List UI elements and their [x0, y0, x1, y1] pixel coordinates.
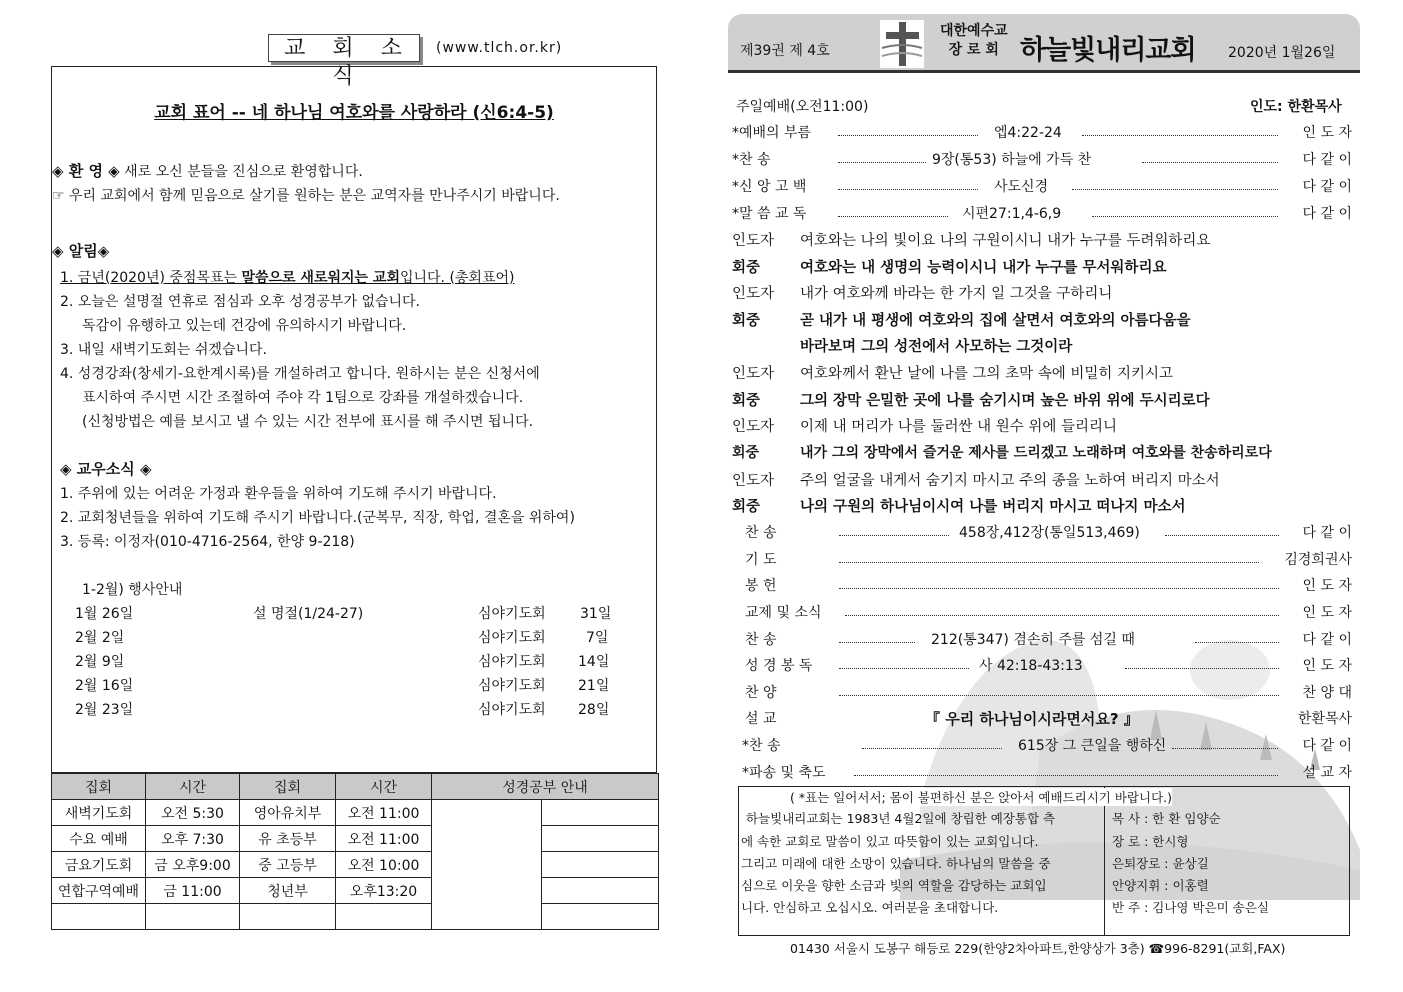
col-header-bible-study: 성경공부 안내 [432, 774, 659, 800]
worship-order-item: *파송 및 축도 설 교 자 [742, 765, 1352, 781]
welcome-line [52, 160, 363, 181]
intro-line: 심으로 이웃을 향한 소금과 빛의 역할을 감당하는 교회입 [741, 878, 1047, 893]
order-content: 9장(통53) 하늘에 가득 찬 [932, 152, 1092, 168]
order-label: *말 씀 교 독 [732, 206, 807, 222]
order-label: *신 앙 고 백 [732, 179, 807, 195]
worship-order-item [732, 176, 1352, 198]
intro-line: 하늘빛내리교회는 1983년 4월2일에 창립한 예장통합 측 [746, 811, 1056, 826]
table-cell: 중 고등부 [240, 852, 336, 878]
schedule-prayer-date: 7일 [586, 630, 609, 646]
table-cell: 유 초등부 [240, 826, 336, 852]
news-title: 교 회 소 식 [268, 34, 420, 62]
worship-order-item: 기 도 김경희권사 [745, 552, 1352, 568]
schedule-date: 2월 23일 [75, 702, 134, 718]
cross-logo-icon [880, 20, 924, 68]
table-cell: 오전 5:30 [146, 800, 240, 826]
order-label: *예배의 부름 [732, 125, 812, 141]
staff-line: 안양지휘 : 이홍렬 [1112, 878, 1209, 893]
table-row [52, 904, 659, 930]
schedule-prayer: 심야기도회 [478, 606, 546, 622]
table-cell [542, 852, 659, 878]
welcome-heading: ◈ 환 영 ◈ [52, 162, 120, 180]
bible-study-cell [432, 800, 542, 930]
staff-news-item-2: 2. 교회청년들을 위하여 기도해 주시기 바랍니다.(군복무, 직장, 학업, 결혼을 위하여) [60, 510, 575, 526]
church-name: 하늘빛내리교회 [1020, 35, 1196, 66]
worship-order-item [732, 122, 1352, 144]
reading-line: 회중 나의 구원의 하나님이시여 나를 버리지 마시고 떠나지 마소서 [732, 499, 1186, 515]
schedule-date: 1월 26일 [75, 606, 134, 622]
meeting-table [51, 773, 659, 930]
welcome-line-2: ☞ 우리 교회에서 함께 믿음으로 살기를 원하는 분은 교역자를 만나주시기 바랍니다. [52, 188, 560, 204]
intro-line: 니다. 안심하고 오십시오. 여러분을 초대합니다. [741, 900, 999, 915]
schedule-date: 2월 9일 [75, 654, 125, 670]
notice-item-1-b: 말씀으로 새로워지는 교회 [241, 270, 400, 286]
reading-line: 바라보며 그의 성전에서 사모하는 그것이라 [800, 339, 1073, 355]
reading-line: 회중 곧 내가 내 평생에 여호와의 집에 살면서 여호와의 아름다움을 [732, 313, 1191, 329]
welcome-text: 새로 오신 분들을 진심으로 환영합니다. [119, 164, 363, 180]
table-cell: 오후 7:30 [146, 826, 240, 852]
table-cell: 오전 11:00 [336, 800, 432, 826]
table-cell: 오후13:20 [336, 878, 432, 904]
col-header-time: 시간 [146, 774, 240, 800]
sermon-title: 『 우리 하나님이시라면서요? 』 [925, 710, 1139, 728]
denomination-line-2: 장 로 회 [948, 42, 999, 58]
worship-order-item: 찬 송 212(통347) 겸손히 주를 섬길 때 다 같 이 [745, 632, 1352, 648]
bulletin-date: 2020년 1월26일 [1228, 45, 1336, 61]
notice-item-1 [60, 267, 514, 287]
table-cell: 연합구역예배 [52, 878, 146, 904]
staff-news-item-3: 3. 등록: 이정자(010-4716-2564, 한양 9-218) [60, 534, 355, 550]
church-motto: 교회 표어 -- 네 하나님 여호와를 사랑하라 (신6:4-5) [154, 103, 554, 123]
denomination [940, 22, 1008, 60]
table-header-row [52, 774, 659, 800]
col-header-time: 시간 [336, 774, 432, 800]
worship-order-item [732, 203, 1352, 225]
reading-line: 인도자 여호와께서 환난 날에 나를 그의 초막 속에 비밀히 지키시고 [732, 366, 1174, 382]
denomination-line-1: 대한예수교 [940, 23, 1008, 39]
table-cell [240, 904, 336, 930]
table-cell: 영아유치부 [240, 800, 336, 826]
notice-item-4c: (신청방법은 예를 보시고 낼 수 있는 시간 전부에 표시를 해 주시면 됩니다. [82, 414, 534, 430]
table-cell [52, 904, 146, 930]
reading-line: 회중 그의 장막 은밀한 곳에 나를 숨기시며 높은 바위 위에 두시리로다 [732, 393, 1210, 409]
notice-item-1-a: 1. 금년(2020년) 중점목표는 [60, 270, 242, 286]
worship-order-item: 설 교 『 우리 하나님이시라면서요? 』 한환목사 [745, 710, 1352, 728]
schedule-prayer: 심야기도회 [478, 630, 546, 646]
notice-item-2b: 독감이 유행하고 있는데 건강에 유의하시기 바랍니다. [82, 318, 407, 334]
order-content: 사도신경 [994, 179, 1049, 195]
table-cell: 수요 예배 [52, 826, 146, 852]
schedule-prayer-date: 21일 [578, 678, 610, 694]
schedule-heading: 1-2월) 행사안내 [82, 582, 183, 598]
staff-news-heading: ◈ 교우소식 ◈ [60, 460, 152, 478]
worship-order-item: 성 경 봉 독 사 42:18-43:13 인 도 자 [745, 658, 1352, 674]
reading-line: 인도자 내가 여호와께 바라는 한 가지 일 그것을 구하리니 [732, 286, 1113, 302]
schedule-date: 2월 16일 [75, 678, 134, 694]
intro-line: 에 속한 교회로 말씀이 있고 따뜻함이 있는 교회입니다. [741, 834, 1039, 849]
worship-order-item: 봉 헌 인 도 자 [745, 578, 1352, 594]
reading-line: 인도자 여호와는 나의 빛이요 나의 구원이시니 내가 누구를 두려워하리요 [732, 233, 1211, 249]
staff-line: 목 사 : 한 환 임양순 [1112, 811, 1221, 826]
worship-order-item: *찬 송 615장 그 큰일을 행하신 다 같 이 [742, 738, 1352, 754]
order-responsible: 인 도 자 [1302, 125, 1352, 141]
table-cell: 청년부 [240, 878, 336, 904]
table-cell: 금요기도회 [52, 852, 146, 878]
schedule-event: 설 명절(1/24-27) [253, 606, 364, 622]
staff-line: 반 주 : 김나영 박은미 송은실 [1112, 900, 1269, 915]
worship-order-item: 찬 송 458장,412장(통일513,469) 다 같 이 [745, 525, 1352, 541]
reading-line: 인도자 주의 얼굴을 내게서 숨기지 마시고 주의 종을 노하여 버리지 마소서 [732, 473, 1220, 489]
table-row [52, 878, 659, 904]
table-row [52, 800, 659, 826]
schedule-prayer-date: 31일 [580, 606, 612, 622]
worship-order-item: 찬 양 찬 양 대 [745, 685, 1352, 701]
intro-line: 그리고 미래에 대한 소망이 있습니다. 하나님의 말씀을 중 [741, 856, 1051, 871]
volume-number: 제39권 제 4호 [740, 43, 830, 59]
notice-item-4: 4. 성경강좌(창세기-요한계시록)를 개설하려고 합니다. 원하시는 분은 신청서에 [60, 366, 540, 382]
col-header-meeting: 집회 [240, 774, 336, 800]
table-cell [146, 904, 240, 930]
table-cell [336, 904, 432, 930]
staff-news-item-1: 1. 주위에 있는 어려운 가정과 환우들을 위하여 기도해 주시기 바랍니다. [60, 486, 497, 502]
notice-item-4b: 표시하여 주시면 시간 조절하여 주야 각 1팀으로 강좌를 개설하겠습니다. [82, 390, 524, 406]
table-cell [542, 878, 659, 904]
schedule-prayer: 심야기도회 [478, 654, 546, 670]
schedule-prayer: 심야기도회 [478, 702, 546, 718]
notice-item-1-c: 입니다. (총회표어) [399, 270, 515, 286]
standing-note: ( *표는 일어서서; 몸이 불편하신 분은 앉아서 예배드리시기 바랍니다.) [790, 790, 1173, 805]
info-box-divider [1104, 786, 1105, 936]
order-responsible: 다 같 이 [1302, 152, 1352, 168]
worship-order-item: 교제 및 소식 인 도 자 [745, 605, 1352, 621]
schedule-prayer-date: 28일 [578, 702, 610, 718]
order-responsible: 다 같 이 [1302, 206, 1352, 222]
table-row [52, 852, 659, 878]
site-url[interactable]: (www.tlch.or.kr) [436, 40, 563, 56]
table-cell: 금 11:00 [146, 878, 240, 904]
table-cell [542, 800, 659, 826]
order-label: *찬 송 [732, 152, 771, 168]
table-row [52, 826, 659, 852]
table-cell: 오전 10:00 [336, 852, 432, 878]
staff-line: 장 로 : 한시형 [1112, 834, 1189, 849]
church-address: 01430 서울시 도봉구 해등로 229(한양2차아파트,한양상가 3층) ☎996-8291(교회,FAX) [790, 941, 1286, 956]
notices-heading: ◈ 알림◈ [52, 242, 110, 260]
service-leader: 인도: 한환목사 [1250, 99, 1342, 115]
notice-item-2: 2. 오늘은 설명절 연휴로 점심과 오후 성경공부가 없습니다. [60, 294, 421, 310]
reading-line: 인도자 이제 내 머리가 나를 둘러싼 내 원수 위에 들리리니 [732, 419, 1118, 435]
table-cell: 새벽기도회 [52, 800, 146, 826]
notice-item-3: 3. 내일 새벽기도회는 쉬겠습니다. [60, 342, 267, 358]
schedule-date: 2월 2일 [75, 630, 125, 646]
col-header-meeting: 집회 [52, 774, 146, 800]
table-cell [542, 904, 659, 930]
schedule-prayer: 심야기도회 [478, 678, 546, 694]
staff-line: 은퇴장로 : 윤상길 [1112, 856, 1209, 871]
order-responsible: 다 같 이 [1302, 179, 1352, 195]
order-content: 엡4:22-24 [994, 125, 1062, 141]
worship-order-item [732, 149, 1352, 171]
header-divider [728, 70, 1360, 73]
reading-line: 회중 여호와는 내 생명의 능력이시니 내가 누구를 무서워하리요 [732, 260, 1167, 276]
table-cell: 오전 11:00 [336, 826, 432, 852]
table-cell [542, 826, 659, 852]
service-time: 주일예배(오전11:00) [736, 99, 869, 115]
schedule-prayer-date: 14일 [578, 654, 610, 670]
table-cell: 금 오후9:00 [146, 852, 240, 878]
order-content: 시편27:1,4-6,9 [962, 206, 1062, 222]
reading-line: 회중 내가 그의 장막에서 즐거운 제사를 드리겠고 노래하며 여호와를 찬송하리로다 [732, 445, 1272, 461]
